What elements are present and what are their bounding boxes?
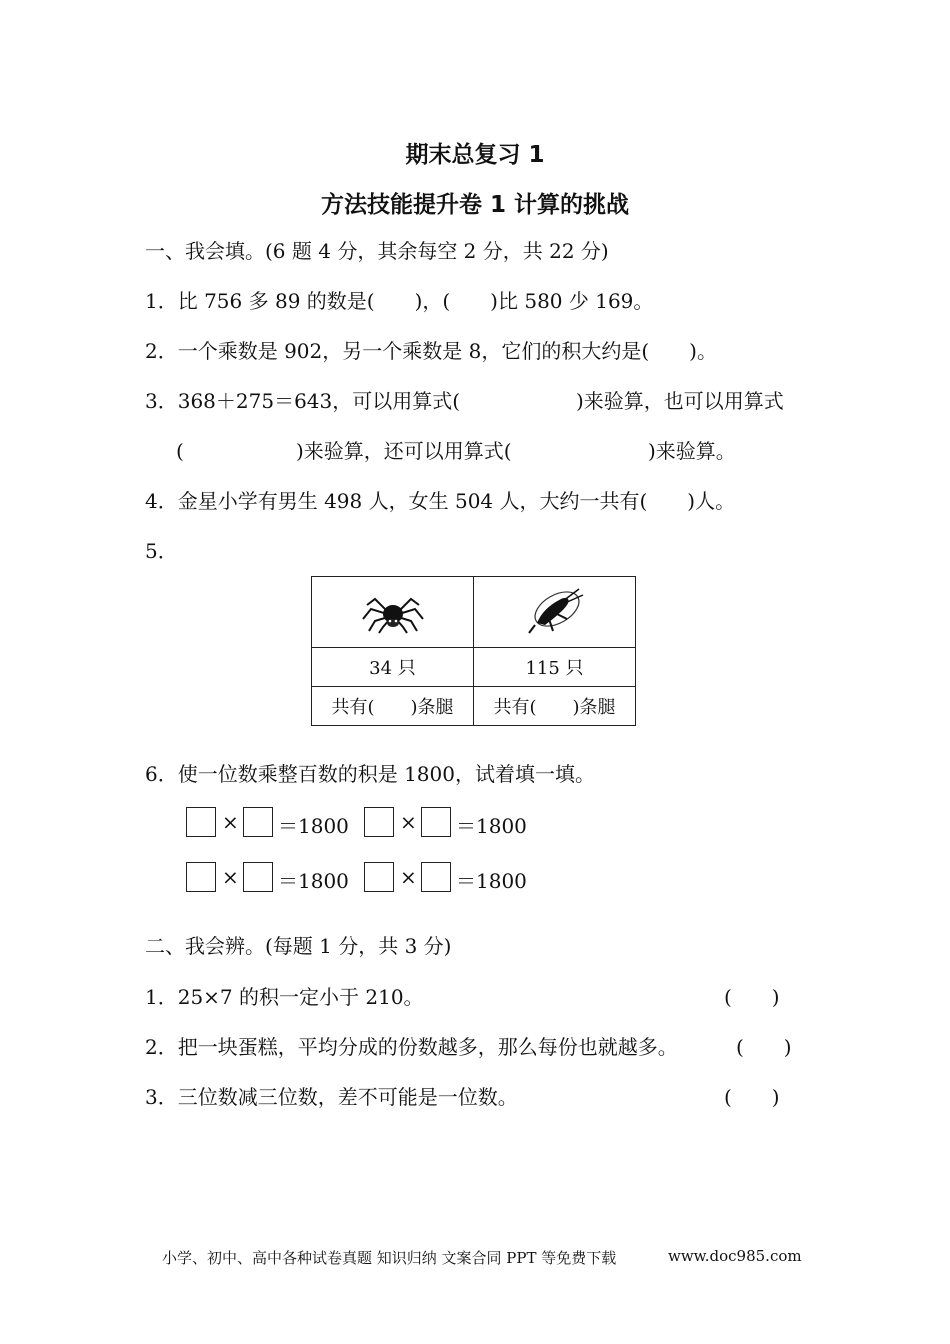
page-title: 期末总复习 1	[405, 142, 545, 168]
question-1-4: 4．金星小学有男生 498 人，女生 504 人，大约一共有( )人。	[145, 489, 736, 513]
answer-box[interactable]	[421, 807, 451, 837]
times-sign: ×	[222, 810, 239, 834]
answer-paren: ( )	[724, 1085, 780, 1109]
equals-1800: ＝1800	[278, 814, 349, 838]
cricket-cell	[474, 577, 636, 648]
question-2-1: 1．25×7 的积一定小于 210。	[145, 985, 424, 1009]
question-1-3-part-d: )来验算，还可以用算式(	[296, 439, 512, 463]
answer-box[interactable]	[364, 862, 394, 892]
question-1-2: 2．一个乘数是 902，另一个乘数是 8，它们的积大约是( )。	[145, 339, 717, 363]
question-1-3-part-c: (	[176, 439, 184, 463]
question-1-3-part-e: )来验算。	[648, 439, 736, 463]
answer-paren: ( )	[724, 985, 780, 1009]
cricket-icon	[523, 583, 587, 637]
times-sign: ×	[222, 865, 239, 889]
times-sign: ×	[400, 810, 417, 834]
legs-table	[311, 576, 636, 726]
answer-box[interactable]	[186, 862, 216, 892]
spider-cell	[312, 577, 474, 648]
equals-1800: ＝1800	[456, 814, 527, 838]
answer-paren: ( )	[736, 1035, 792, 1059]
footer-url[interactable]: www.doc985.com	[668, 1247, 802, 1265]
answer-box[interactable]	[364, 807, 394, 837]
question-2-3: 3．三位数减三位数，差不可能是一位数。	[145, 1085, 518, 1109]
spider-icon	[361, 585, 425, 635]
question-1-6: 6．使一位数乘整百数的积是 1800，试着填一填。	[145, 762, 595, 786]
spider-legs-answer: 共有( )条腿	[312, 687, 474, 726]
equals-1800: ＝1800	[278, 869, 349, 893]
footer-text: 小学、初中、高中各种试卷真题 知识归纳 文案合同 PPT 等免费下载	[162, 1249, 617, 1267]
question-1-5: 5．	[145, 539, 178, 563]
cricket-legs-answer: 共有( )条腿	[474, 687, 636, 726]
equals-1800: ＝1800	[456, 869, 527, 893]
section1-heading: 一、我会填。(6 题 4 分，其余每空 2 分，共 22 分)	[145, 239, 609, 263]
times-sign: ×	[400, 865, 417, 889]
page-subtitle: 方法技能提升卷 1 计算的挑战	[320, 192, 630, 218]
question-2-2: 2．把一块蛋糕，平均分成的份数越多，那么每份也就越多。	[145, 1035, 678, 1059]
question-1-3-part-a: 3．368＋275＝643，可以用算式(	[145, 389, 461, 413]
question-1-3-part-b: )来验算，也可以用算式	[576, 389, 784, 413]
question-1-1: 1．比 756 多 89 的数是( )，( )比 580 少 169。	[145, 289, 654, 313]
answer-box[interactable]	[186, 807, 216, 837]
section2-heading: 二、我会辨。(每题 1 分，共 3 分)	[145, 934, 452, 958]
answer-box[interactable]	[421, 862, 451, 892]
answer-box[interactable]	[243, 862, 273, 892]
cricket-count: 115 只	[474, 648, 636, 687]
answer-box[interactable]	[243, 807, 273, 837]
spider-count: 34 只	[312, 648, 474, 687]
